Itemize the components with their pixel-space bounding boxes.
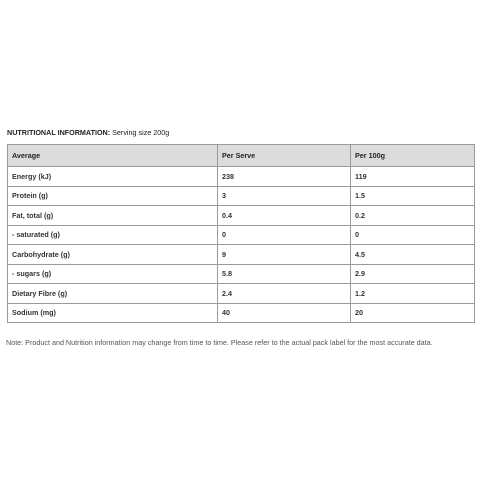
per-100g-value: 20 <box>351 303 475 323</box>
per-serve-value: 2.4 <box>218 284 351 304</box>
per-100g-value: 0.2 <box>351 206 475 226</box>
per-100g-value: 1.2 <box>351 284 475 304</box>
table-header-row <box>8 145 475 167</box>
table-row <box>8 284 475 304</box>
header-average: Average <box>8 145 218 167</box>
per-serve-value: 5.8 <box>218 264 351 284</box>
nutrient-name: Carbohydrate (g) <box>8 245 218 265</box>
table-row <box>8 225 475 245</box>
per-serve-value: 0.4 <box>218 206 351 226</box>
per-serve-value: 3 <box>218 186 351 206</box>
nutrient-name: - saturated (g) <box>8 225 218 245</box>
table-row <box>8 186 475 206</box>
nutrition-heading <box>7 128 169 137</box>
nutrient-name: Protein (g) <box>8 186 218 206</box>
header-per-serve: Per Serve <box>218 145 351 167</box>
per-100g-value: 119 <box>351 167 475 187</box>
nutrient-name: Energy (kJ) <box>8 167 218 187</box>
serving-size-text: Serving size 200g <box>110 128 170 137</box>
header-per-100g: Per 100g <box>351 145 475 167</box>
disclaimer-note: Note: Product and Nutrition information may change from time to time. Please refer to the actual pack label for the most accurate data. <box>6 338 433 347</box>
per-serve-value: 0 <box>218 225 351 245</box>
nutrient-name: Dietary Fibre (g) <box>8 284 218 304</box>
per-100g-value: 0 <box>351 225 475 245</box>
nutrient-name: Fat, total (g) <box>8 206 218 226</box>
nutrient-name: - sugars (g) <box>8 264 218 284</box>
table-row <box>8 206 475 226</box>
table-row <box>8 264 475 284</box>
per-100g-value: 2.9 <box>351 264 475 284</box>
table-row <box>8 303 475 323</box>
per-100g-value: 4.5 <box>351 245 475 265</box>
nutrient-name: Sodium (mg) <box>8 303 218 323</box>
per-serve-value: 9 <box>218 245 351 265</box>
per-serve-value: 238 <box>218 167 351 187</box>
table-row <box>8 167 475 187</box>
per-serve-value: 40 <box>218 303 351 323</box>
nutrition-table <box>7 144 475 323</box>
per-100g-value: 1.5 <box>351 186 475 206</box>
table-row <box>8 245 475 265</box>
nutrition-heading-title: NUTRITIONAL INFORMATION: <box>7 128 111 137</box>
